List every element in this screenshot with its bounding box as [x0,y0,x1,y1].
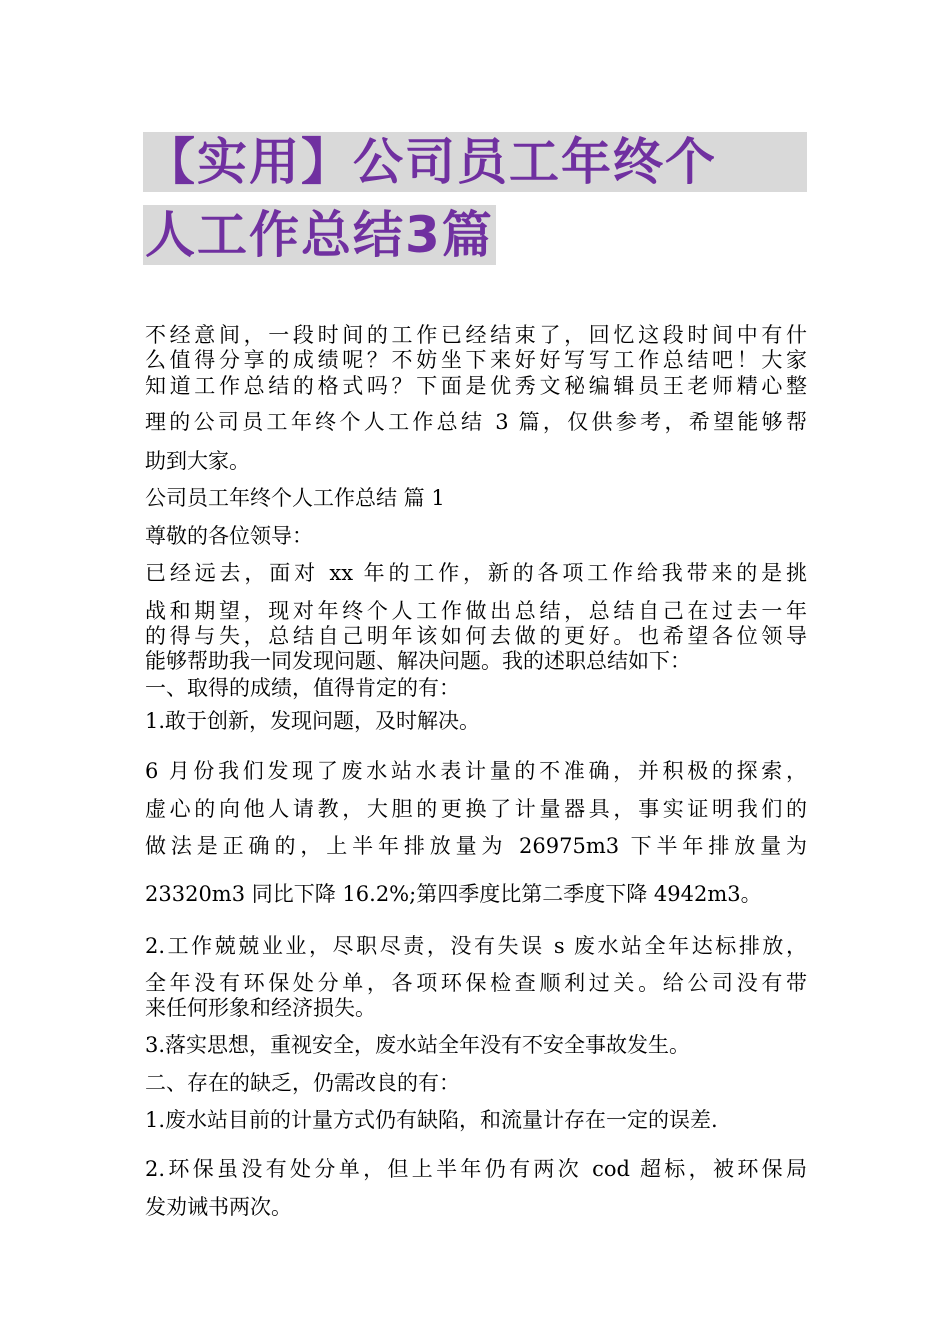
paragraph-line: 全年没有环保处分单，各项环保检查顺利过关。给公司没有带 [145,971,807,995]
salutation: 尊敬的各位领导： [145,524,313,548]
document-title-line-2: 人工作总结3篇 [145,206,494,264]
paragraph-line: 做法是正确的，上半年排放量为 26975m3 下半年排放量为 [145,834,807,858]
list-heading: 二、存在的缺乏，仍需改良的有： [145,1071,460,1095]
list-item: 2.环保虽没有处分单，但上半年仍有两次 cod 超标，被环保局 [145,1157,807,1181]
paragraph-line: 不经意间，一段时间的工作已经结束了，回忆这段时间中有什 [145,323,807,347]
paragraph-line: 已经远去，面对 xx 年的工作，新的各项工作给我带来的是挑 [145,561,807,585]
list-item: 3.落实思想，重视安全，废水站全年没有不安全事故发生。 [145,1033,691,1057]
paragraph-line: 知道工作总结的格式吗？下面是优秀文秘编辑员王老师精心整 [145,374,807,398]
document-title-line-1: 【实用】公司员工年终个 [143,132,807,192]
paragraph-line: 6 月份我们发现了废水站水表计量的不准确，并积极的探索， [145,759,807,783]
list-item: 1.敢于创新，发现问题，及时解决。 [145,709,481,733]
paragraph-line: 战和期望，现对年终个人工作做出总结，总结自己在过去一年 [145,599,807,623]
paragraph-line: 能够帮助我一同发现问题、解决问题。我的述职总结如下： [145,649,691,673]
paragraph-line: 23320m3 同比下降 16.2%;第四季度比第二季度下降 4942m3。 [145,882,762,906]
paragraph-line: 的得与失，总结自己明年该如何去做的更好。也希望各位领导 [145,624,807,648]
paragraph-line: 来任何形象和经济损失。 [145,996,376,1020]
paragraph-line: 助到大家。 [145,449,250,473]
paragraph-line: 虚心的向他人请教，大胆的更换了计量器具，事实证明我们的 [145,797,807,821]
list-item: 2.工作兢兢业业，尽职尽责，没有失误 s 废水站全年达标排放， [145,934,807,958]
section-heading: 公司员工年终个人工作总结 篇 1 [145,486,445,510]
paragraph-line: 么值得分享的成绩呢？不妨坐下来好好写写工作总结吧！大家 [145,348,807,372]
paragraph-line: 发劝诫书两次。 [145,1195,292,1219]
list-heading: 一、取得的成绩，值得肯定的有： [145,676,460,700]
list-item: 1.废水站目前的计量方式仍有缺陷，和流量计存在一定的误差. [145,1108,718,1132]
paragraph-line: 理的公司员工年终个人工作总结 3 篇，仅供参考，希望能够帮 [145,410,807,434]
